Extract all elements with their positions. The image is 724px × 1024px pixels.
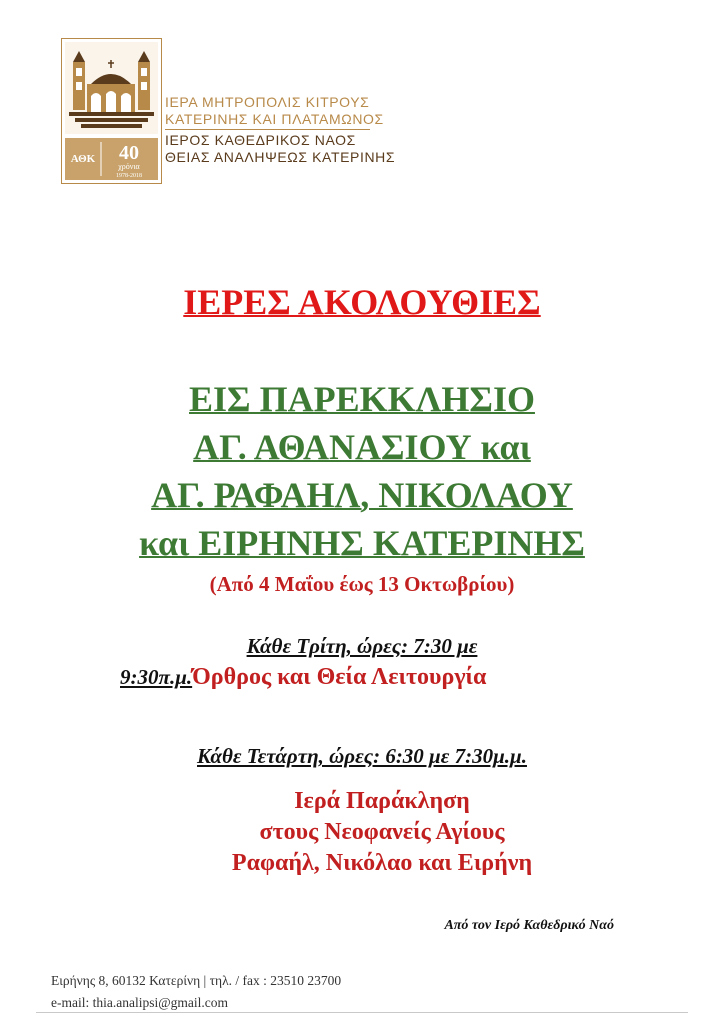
org-line-2: ΚΑΤΕΡΙΝΗΣ ΚΑΙ ΠΛΑΤΑΜΩΝΟΣ [165,111,384,127]
tuesday-service-line [120,664,486,691]
chapel-line-1: ΕΙΣ ΠΑΡΕΚΚΛΗΣΙΟ [189,379,535,419]
date-period: (Από 4 Μαΐου έως 13 Οκτωβρίου) [209,572,515,596]
logo-number: 40 [119,142,139,164]
footer-address: Ειρήνης 8, 60132 Κατερίνη | τηλ. / fax : 23510 23700 [51,973,342,988]
chapel-line-2: ΑΓ. ΑΘΑΝΑΣΙΟΥ και [193,427,531,467]
organization-block [165,94,395,166]
logo-years-word: χρόνια [118,162,140,171]
chapel-heading [0,375,724,567]
cathedral-emblem-icon [61,38,162,184]
tuesday-schedule-line: Κάθε Τρίτη, ώρες: 7:30 με [246,634,478,658]
chapel-line-4: και ΕΙΡΗΝΗΣ ΚΑΤΕΡΙΝΗΣ [139,523,585,563]
wednesday-schedule-line: Κάθε Τετάρτη, ώρες: 6:30 με 7:30μ.μ. [197,744,527,768]
contact-footer [51,970,341,1014]
logo-monogram: ΑΘΚ [70,153,96,165]
tuesday-end-time: 9:30π.μ. [120,665,193,689]
org-line-4: ΘΕΙΑΣ ΑΝΑΛΗΨΕΩΣ ΚΑΤΕΡΙΝΗΣ [165,149,396,165]
chapel-line-3: ΑΓ. ΡΑΦΑΗΛ, ΝΙΚΟΛΑΟΥ [151,475,573,515]
wednesday-service-line-1: Ιερά Παράκληση [294,788,470,814]
tuesday-service: Όρθρος και Θεία Λειτουργία [192,664,487,690]
cathedral-logo [61,38,162,184]
footer-divider [36,1012,688,1013]
footer-email: e-mail: thia.analipsi@gmail.com [51,995,229,1010]
org-line-3: ΙΕΡΟΣ ΚΑΘΕΔΡΙΚΟΣ ΝΑΟΣ [165,132,356,148]
wednesday-service-line-2: στους Νεοφανείς Αγίους [259,819,505,845]
page-title: ΙΕΡΕΣ ΑΚΟΛΟΥΘΙΕΣ [183,282,541,322]
wednesday-service-line-3: Ραφαήλ, Νικόλαο και Ειρήνη [231,850,533,876]
wednesday-service [0,786,724,879]
logo-years-range: 1978-2018 [116,173,142,179]
signature: Από τον Ιερό Καθεδρικό Ναό [444,918,614,933]
org-divider [165,129,370,130]
org-line-1: ΙΕΡΑ ΜΗΤΡΟΠΟΛΙΣ ΚΙΤΡΟΥΣ [165,94,370,110]
